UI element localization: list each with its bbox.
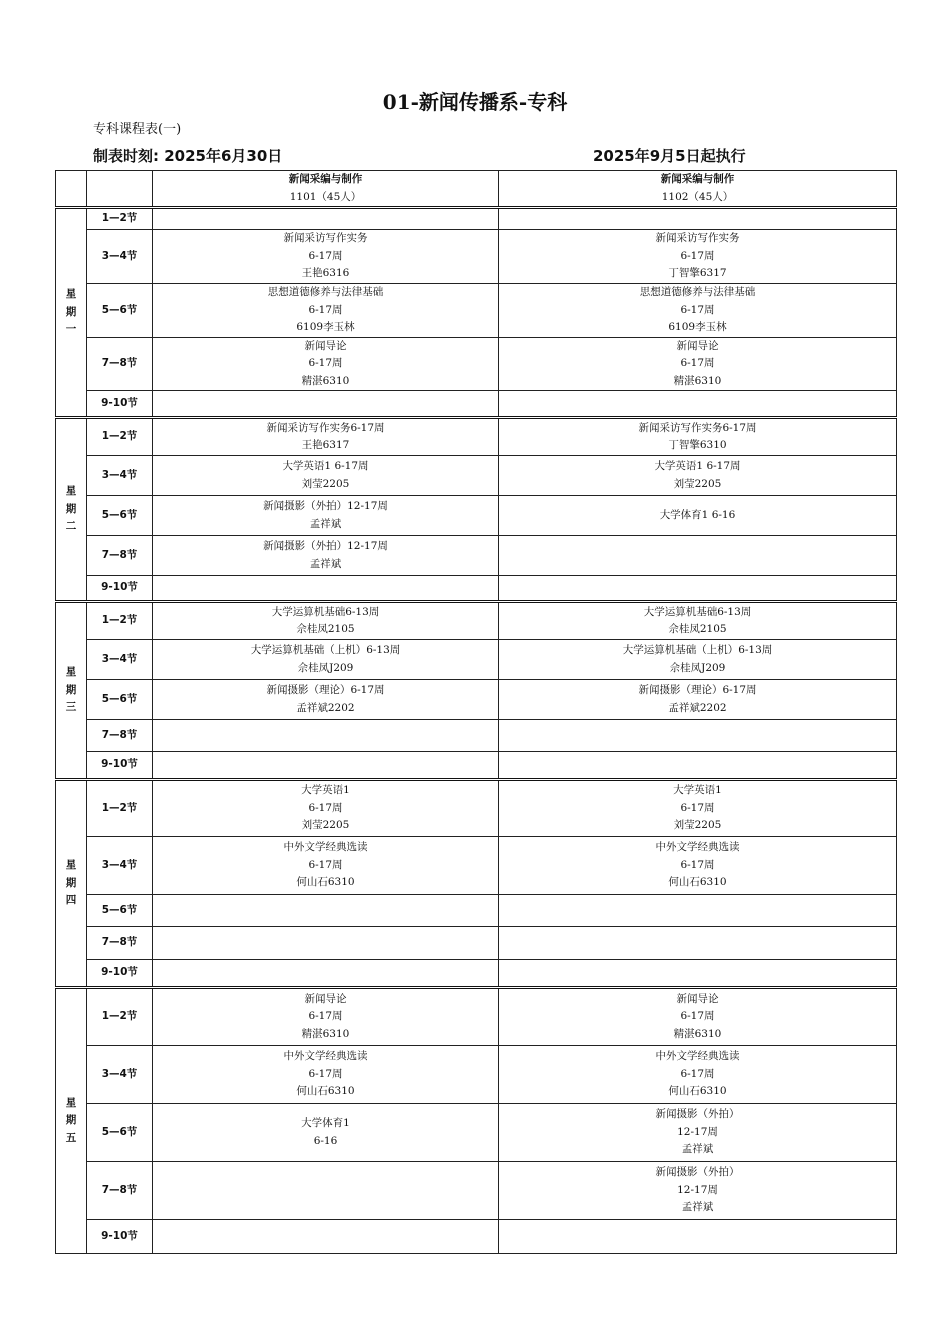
course-cell-1102 [499, 576, 897, 602]
schedule-row [56, 752, 897, 780]
course-line: 孟祥斌 [309, 557, 342, 570]
course-cell-1102 [499, 337, 897, 391]
period-label: 9-10节 [87, 960, 153, 988]
course-line: 6-17周 [680, 801, 715, 814]
course-line: 孟祥斌2202 [296, 701, 355, 714]
course-line: 新闻摄影（外拍） [655, 1166, 740, 1179]
period-label: 5—6节 [87, 496, 153, 536]
day-label-char: 星 [65, 1096, 77, 1109]
course-line: 中外文学经典选读 [283, 841, 368, 854]
course-cell-1101 [153, 337, 499, 391]
course-line: 丁智擎6310 [668, 439, 727, 451]
course-line: 中外文学经典选读 [655, 841, 740, 854]
course-line: 大学英语1 6-17周 [654, 460, 741, 472]
schedule-row [56, 1162, 897, 1220]
course-line: 6-17周 [308, 249, 343, 262]
course-line: 精湛6310 [301, 374, 350, 387]
course-line: 6-17周 [680, 858, 715, 871]
corner-cell [87, 171, 153, 208]
day-label [56, 208, 87, 418]
course-line: 王艳6316 [301, 267, 350, 280]
course-cell-1102 [499, 720, 897, 752]
course-line: 新闻摄影（外拍） [655, 1108, 740, 1121]
period-label: 9-10节 [87, 391, 153, 418]
course-line: 大学英语1 6-17周 [282, 460, 369, 472]
course-line: 孟祥斌2202 [668, 701, 727, 714]
course-line: 6-17周 [308, 801, 343, 814]
table-header-row [56, 171, 897, 208]
course-line: 新闻导论 [676, 339, 719, 352]
schedule-row [56, 284, 897, 338]
course-line: 大学体育1 6-16 [659, 508, 736, 521]
day-label-char: 期 [65, 502, 77, 515]
course-line: 新闻导论 [304, 992, 347, 1005]
course-cell-1101 [153, 837, 499, 895]
course-line: 孟祥斌 [309, 517, 342, 530]
course-line: 丁智擎6317 [668, 267, 727, 280]
period-label: 9-10节 [87, 1220, 153, 1254]
course-line: 大学运算机基础6-13周 [643, 605, 752, 618]
course-line: 6-17周 [308, 357, 343, 369]
day-label-char: 五 [65, 1131, 77, 1144]
course-line: 佘桂凤J209 [297, 661, 354, 674]
schedule-row [56, 720, 897, 752]
course-line: 思想道德修养与法律基础 [267, 286, 384, 298]
schedule-row [56, 640, 897, 680]
period-label: 5—6节 [87, 1104, 153, 1162]
schedule-row [56, 391, 897, 418]
course-line: 6-16 [313, 1134, 338, 1147]
course-cell-1101 [153, 720, 499, 752]
period-label: 1—2节 [87, 602, 153, 640]
class-header-1102 [499, 171, 897, 208]
course-line: 6-17周 [680, 249, 715, 262]
class-name: 新闻采编与制作 [288, 173, 363, 185]
course-line: 思想道德修养与法律基础 [639, 286, 756, 298]
schedule-row [56, 456, 897, 496]
period-label: 1—2节 [87, 208, 153, 230]
course-cell-1101 [153, 208, 499, 230]
course-line: 6-17周 [308, 303, 343, 316]
course-line: 佘桂凤2105 [668, 623, 727, 635]
course-cell-1101 [153, 1104, 499, 1162]
effective-date: 2025年9月5日起执行 [593, 147, 746, 165]
course-cell-1101 [153, 680, 499, 720]
course-line: 新闻采访写作实务 [283, 232, 368, 245]
period-label: 3—4节 [87, 837, 153, 895]
course-line: 何山石6310 [296, 876, 355, 889]
schedule-row [56, 988, 897, 1046]
course-line: 新闻导论 [304, 339, 347, 352]
schedule-row [56, 602, 897, 640]
schedule-row [56, 536, 897, 576]
course-cell-1102 [499, 208, 897, 230]
course-line: 精湛6310 [301, 1027, 350, 1040]
course-line: 6-17周 [308, 858, 343, 871]
course-line: 佘桂凤2105 [296, 623, 355, 635]
period-label: 9-10节 [87, 752, 153, 780]
course-line: 6-17周 [308, 1067, 343, 1080]
course-line: 6-17周 [680, 1067, 715, 1080]
course-cell-1102 [499, 284, 897, 338]
period-label: 3—4节 [87, 230, 153, 284]
course-line: 新闻采访写作实务 [655, 232, 740, 245]
day-label-char: 期 [65, 305, 77, 318]
class-code: 1101（45人） [289, 190, 362, 203]
schedule-row [56, 1104, 897, 1162]
course-line: 孟祥斌 [681, 1143, 714, 1156]
course-cell-1101 [153, 284, 499, 338]
course-cell-1102 [499, 640, 897, 680]
day-label-char: 一 [65, 323, 77, 336]
day-label-char: 期 [65, 1114, 77, 1127]
course-line: 新闻采访写作实务6-17周 [266, 421, 385, 434]
course-line: 大学运算机基础（上机）6-13周 [250, 644, 401, 656]
course-cell-1101 [153, 895, 499, 927]
course-cell-1102 [499, 927, 897, 960]
schedule-row [56, 780, 897, 837]
course-cell-1101 [153, 576, 499, 602]
schedule-subtitle: 专科课程表(一) [93, 122, 182, 137]
course-line: 何山石6310 [668, 1085, 727, 1098]
day-label-char: 四 [65, 894, 77, 907]
course-line: 佘桂凤J209 [669, 661, 726, 674]
schedule-row [56, 927, 897, 960]
day-label-char: 星 [65, 666, 77, 679]
day-label-char: 期 [65, 876, 77, 889]
course-cell-1102 [499, 960, 897, 988]
course-line: 新闻采访写作实务6-17周 [638, 421, 757, 434]
course-line: 新闻摄影（外拍）12-17周 [263, 540, 388, 552]
course-line: 刘莹2205 [301, 819, 350, 832]
course-line: 大学运算机基础6-13周 [271, 605, 380, 618]
period-label: 1—2节 [87, 418, 153, 456]
course-cell-1102 [499, 780, 897, 837]
course-cell-1102 [499, 456, 897, 496]
course-cell-1102 [499, 680, 897, 720]
period-label: 5—6节 [87, 284, 153, 338]
course-line: 孟祥斌 [681, 1201, 714, 1214]
schedule-row [56, 1046, 897, 1104]
course-cell-1101 [153, 752, 499, 780]
schedule-row [56, 418, 897, 456]
course-cell-1102 [499, 752, 897, 780]
course-line: 大学运算机基础（上机）6-13周 [622, 644, 773, 656]
course-cell-1101 [153, 640, 499, 680]
course-cell-1102 [499, 1220, 897, 1254]
period-label: 5—6节 [87, 895, 153, 927]
day-label-char: 二 [65, 520, 77, 533]
course-cell-1102 [499, 536, 897, 576]
schedule-row [56, 1220, 897, 1254]
course-cell-1102 [499, 1046, 897, 1104]
day-label [56, 602, 87, 780]
period-label: 7—8节 [87, 337, 153, 391]
period-label: 7—8节 [87, 927, 153, 960]
course-line: 新闻导论 [676, 992, 719, 1005]
made-time: 制表时刻: 2025年6月30日 [93, 147, 283, 165]
course-line: 新闻摄影（理论）6-17周 [638, 684, 757, 696]
page-title: 01-新闻传播系-专科 [382, 90, 568, 114]
course-line: 精湛6310 [673, 374, 722, 387]
course-cell-1102 [499, 602, 897, 640]
period-label: 7—8节 [87, 1162, 153, 1220]
schedule-row [56, 960, 897, 988]
course-line: 新闻摄影（理论）6-17周 [266, 684, 385, 696]
course-line: 中外文学经典选读 [283, 1050, 368, 1063]
period-label: 3—4节 [87, 640, 153, 680]
schedule-row [56, 680, 897, 720]
course-line: 6-17周 [680, 357, 715, 369]
course-line: 刘莹2205 [301, 477, 350, 490]
course-cell-1101 [153, 1220, 499, 1254]
schedule-row [56, 837, 897, 895]
period-label: 1—2节 [87, 780, 153, 837]
course-cell-1101 [153, 780, 499, 837]
course-cell-1102 [499, 418, 897, 456]
class-header-1101 [153, 171, 499, 208]
course-cell-1102 [499, 837, 897, 895]
class-code: 1102（45人） [661, 190, 734, 203]
day-label [56, 418, 87, 602]
course-cell-1101 [153, 418, 499, 456]
course-line: 刘莹2205 [673, 477, 722, 490]
period-label: 5—6节 [87, 680, 153, 720]
course-line: 王艳6317 [301, 439, 350, 451]
day-label-char: 三 [65, 701, 77, 714]
course-cell-1101 [153, 988, 499, 1046]
course-line: 中外文学经典选读 [655, 1050, 740, 1063]
period-label: 7—8节 [87, 536, 153, 576]
schedule-row [56, 576, 897, 602]
course-cell-1102 [499, 1162, 897, 1220]
course-line: 6-17周 [680, 303, 715, 316]
period-label: 3—4节 [87, 456, 153, 496]
course-line: 6-17周 [680, 1010, 715, 1023]
period-label: 1—2节 [87, 988, 153, 1046]
course-line: 刘莹2205 [673, 819, 722, 832]
course-cell-1101 [153, 602, 499, 640]
day-label [56, 780, 87, 988]
course-line: 6109李玉林 [296, 321, 355, 333]
course-cell-1102 [499, 496, 897, 536]
course-cell-1102 [499, 988, 897, 1046]
course-cell-1101 [153, 1046, 499, 1104]
day-label-char: 星 [65, 859, 77, 872]
course-line: 大学英语1 [673, 784, 722, 797]
course-line: 6109李玉林 [668, 321, 727, 333]
course-cell-1102 [499, 895, 897, 927]
period-label: 9-10节 [87, 576, 153, 602]
course-cell-1101 [153, 496, 499, 536]
period-label: 7—8节 [87, 720, 153, 752]
course-cell-1101 [153, 391, 499, 418]
course-line: 12-17周 [677, 1125, 718, 1138]
course-cell-1102 [499, 1104, 897, 1162]
course-cell-1101 [153, 230, 499, 284]
course-line: 大学英语1 [301, 784, 350, 797]
course-line: 6-17周 [308, 1010, 343, 1023]
schedule-table [55, 170, 897, 1254]
schedule-row [56, 337, 897, 391]
course-cell-1101 [153, 456, 499, 496]
day-label [56, 988, 87, 1254]
course-line: 新闻摄影（外拍）12-17周 [263, 500, 388, 512]
class-name: 新闻采编与制作 [660, 173, 735, 185]
course-line: 精湛6310 [673, 1027, 722, 1040]
schedule-row [56, 496, 897, 536]
course-cell-1101 [153, 536, 499, 576]
course-line: 何山石6310 [668, 876, 727, 889]
course-cell-1101 [153, 1162, 499, 1220]
course-cell-1101 [153, 927, 499, 960]
course-line: 大学体育1 [301, 1117, 350, 1129]
period-label: 3—4节 [87, 1046, 153, 1104]
day-label-char: 星 [65, 485, 77, 498]
course-cell-1102 [499, 230, 897, 284]
corner-cell [56, 171, 87, 208]
schedule-row [56, 230, 897, 284]
course-cell-1101 [153, 960, 499, 988]
course-line: 何山石6310 [296, 1085, 355, 1098]
course-line: 12-17周 [677, 1183, 718, 1196]
day-label-char: 期 [65, 683, 77, 696]
schedule-row [56, 208, 897, 230]
schedule-row [56, 895, 897, 927]
course-cell-1102 [499, 391, 897, 418]
day-label-char: 星 [65, 288, 77, 301]
